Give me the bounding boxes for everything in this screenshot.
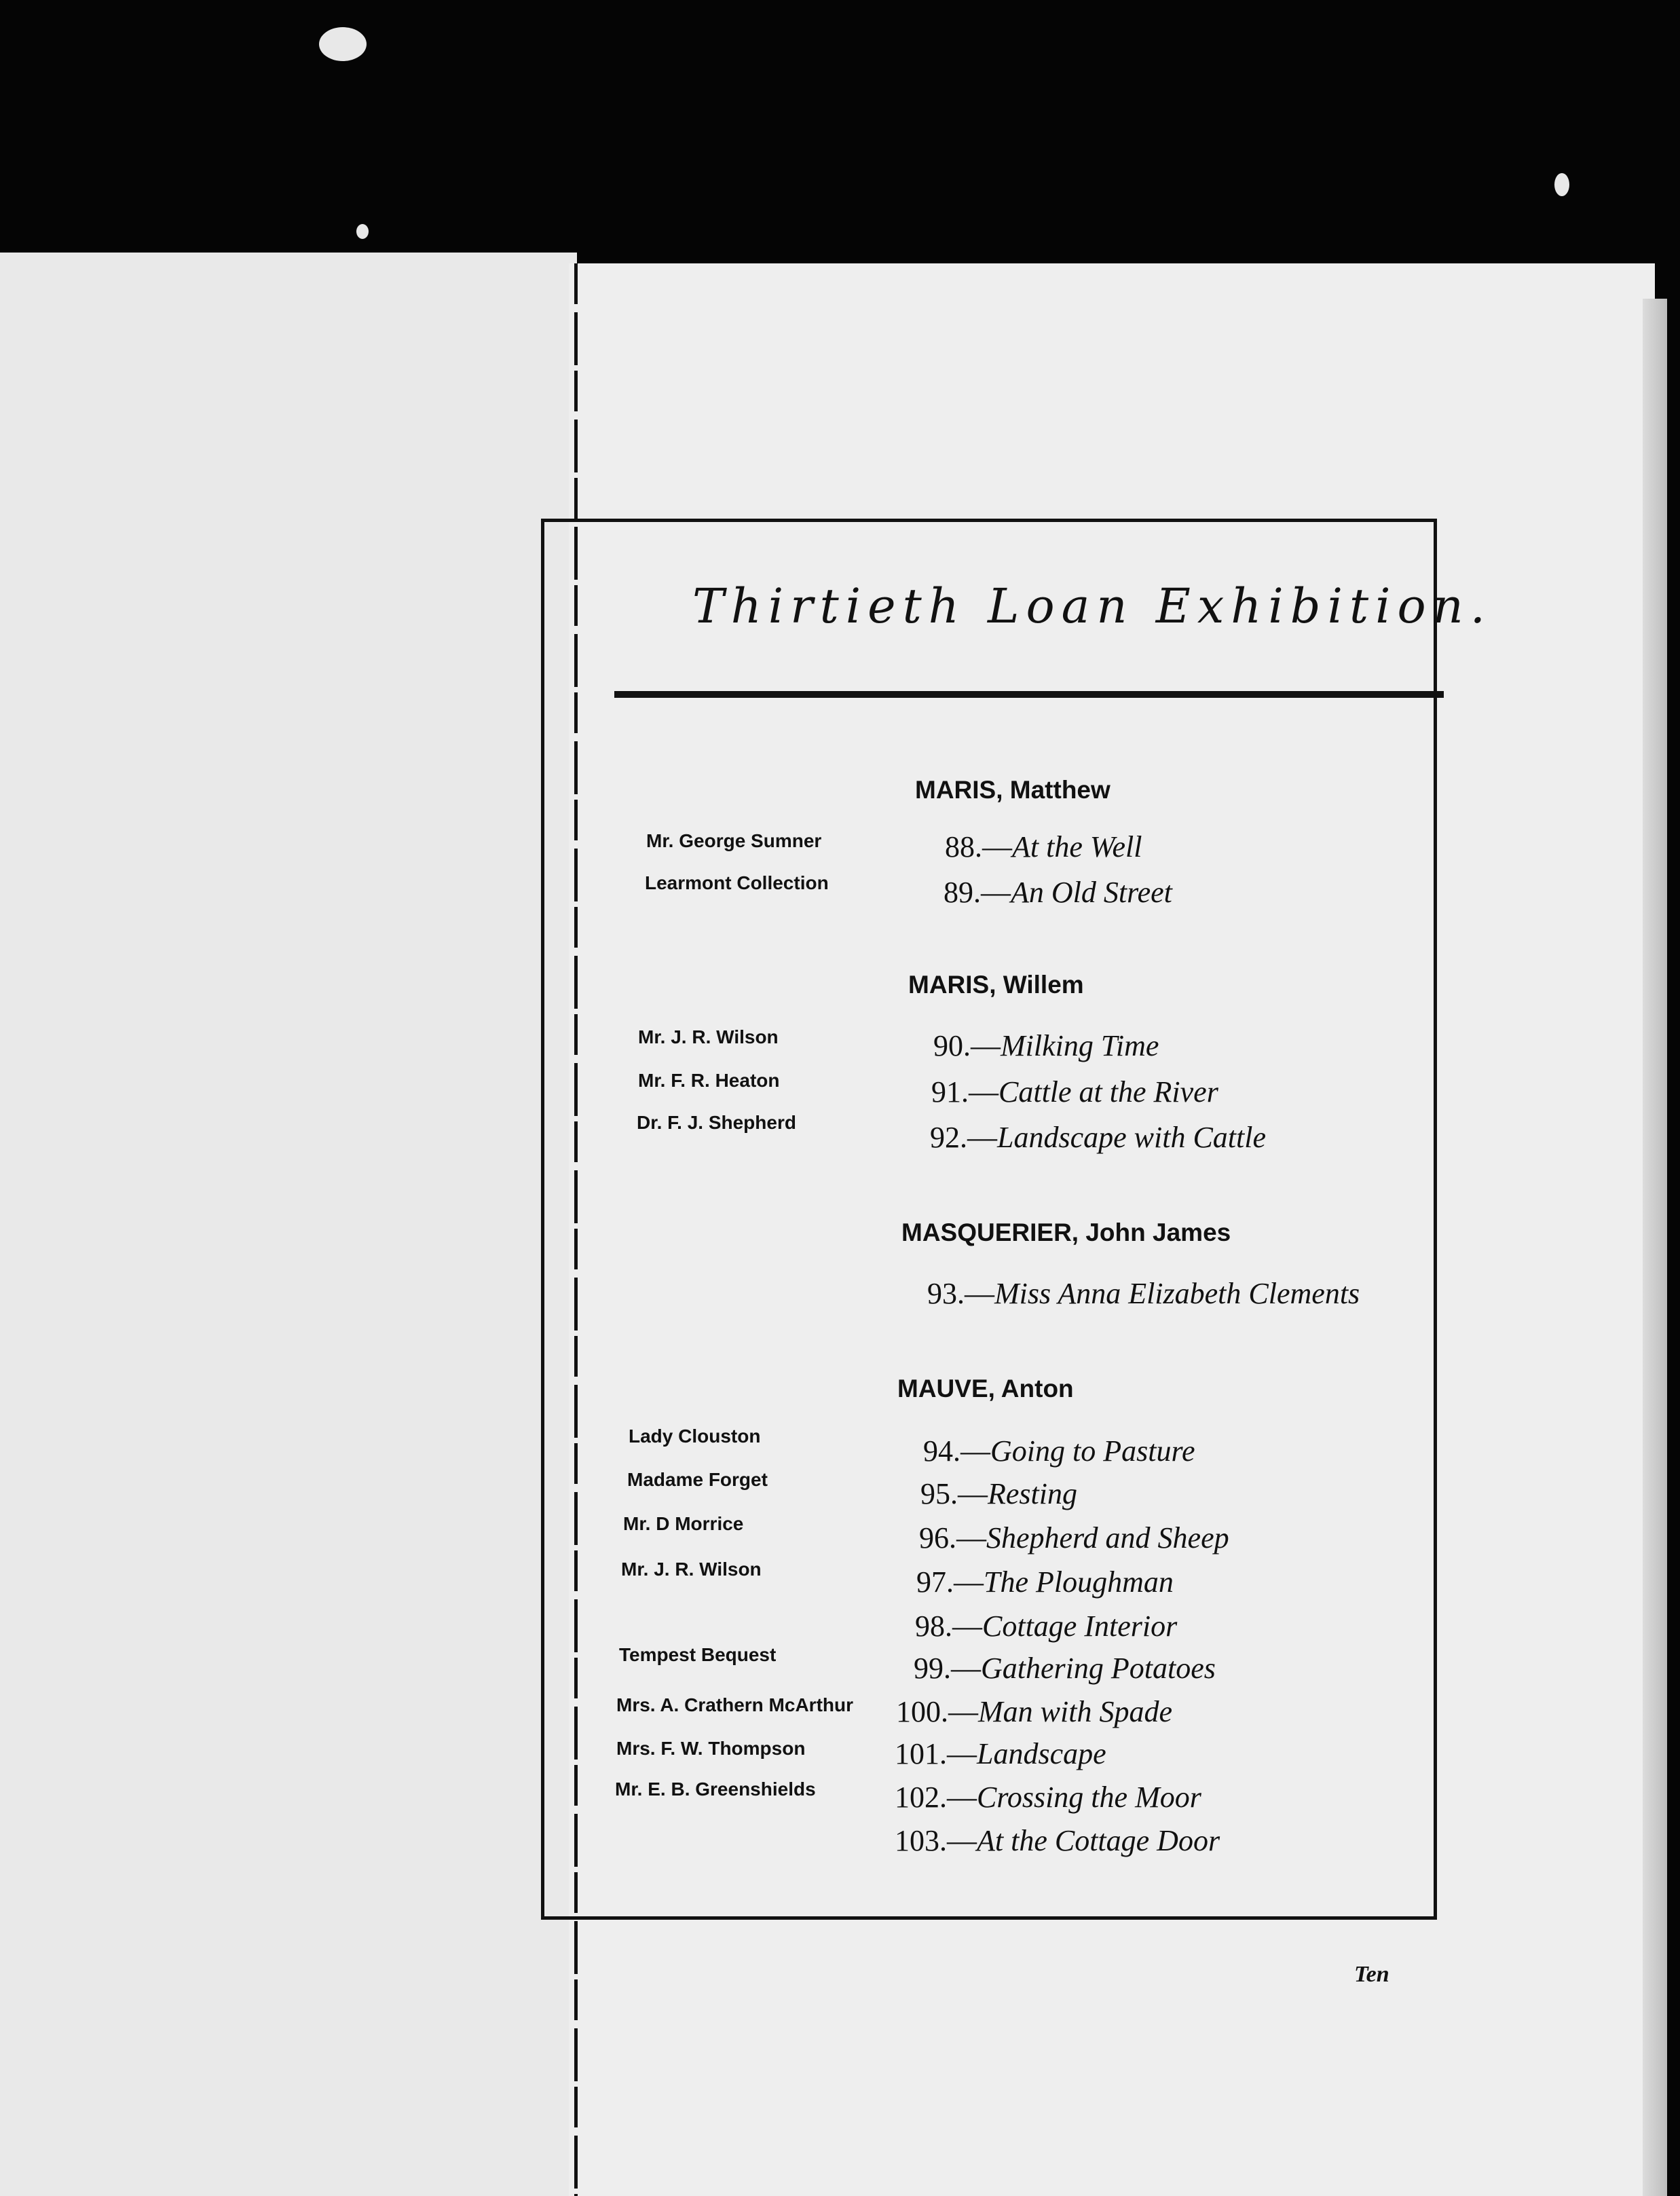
work-title: Man with Spade bbox=[978, 1695, 1172, 1728]
work-title: Landscape bbox=[977, 1737, 1106, 1770]
work-title: Cattle at the River bbox=[998, 1075, 1218, 1109]
work-title: Cottage Interior bbox=[982, 1609, 1178, 1643]
work-title: An Old Street bbox=[1011, 876, 1172, 909]
artist-heading: MAUVE, Anton bbox=[897, 1375, 1074, 1402]
work-number: 92.— bbox=[930, 1121, 997, 1154]
lender-name: Mrs. F. W. Thompson bbox=[616, 1738, 806, 1759]
lender-name: Mr. J. R. Wilson bbox=[621, 1559, 762, 1580]
work-title: At the Well bbox=[1012, 830, 1142, 863]
work-title: Miss Anna Elizabeth Clements bbox=[994, 1277, 1360, 1310]
work-number: 96.— bbox=[919, 1521, 986, 1555]
dust-speck bbox=[319, 27, 367, 61]
work-title: The Ploughman bbox=[984, 1565, 1174, 1599]
work-entry bbox=[914, 1651, 1216, 1686]
work-number: 90.— bbox=[933, 1029, 1001, 1062]
work-number: 100.— bbox=[896, 1695, 978, 1728]
page-edge-shadow bbox=[1643, 299, 1667, 2196]
work-entry bbox=[896, 1694, 1172, 1729]
dust-speck bbox=[356, 224, 369, 239]
work-entry bbox=[920, 1476, 1077, 1511]
page-heading: Thirtieth Loan Exhibition. bbox=[692, 578, 1492, 634]
work-entry bbox=[895, 1780, 1201, 1815]
dust-speck bbox=[1554, 173, 1569, 196]
heading-rule bbox=[614, 691, 1444, 698]
work-number: 93.— bbox=[927, 1277, 994, 1310]
work-number: 99.— bbox=[914, 1652, 981, 1685]
work-entry bbox=[916, 1565, 1174, 1599]
work-entry bbox=[895, 1823, 1220, 1858]
work-entry bbox=[895, 1736, 1106, 1771]
lender-name: Learmont Collection bbox=[645, 872, 829, 893]
work-entry bbox=[933, 1028, 1159, 1063]
work-number: 103.— bbox=[895, 1824, 977, 1857]
work-title: Milking Time bbox=[1001, 1029, 1159, 1062]
work-title: At the Cottage Door bbox=[977, 1824, 1220, 1857]
work-number: 94.— bbox=[923, 1434, 990, 1468]
work-entry bbox=[945, 830, 1142, 864]
work-number: 95.— bbox=[920, 1477, 988, 1510]
work-number: 89.— bbox=[944, 876, 1011, 909]
work-entry bbox=[915, 1609, 1177, 1643]
work-title: Shepherd and Sheep bbox=[986, 1521, 1229, 1555]
page-folio: Ten bbox=[1354, 1962, 1389, 1987]
artist-heading: MASQUERIER, John James bbox=[901, 1218, 1231, 1246]
lender-name: Tempest Bequest bbox=[619, 1644, 777, 1665]
work-entry bbox=[923, 1434, 1195, 1468]
lender-name: Mr. F. R. Heaton bbox=[638, 1070, 780, 1091]
work-title: Resting bbox=[988, 1477, 1077, 1510]
work-entry bbox=[944, 875, 1172, 910]
work-entry bbox=[930, 1120, 1266, 1155]
left-page bbox=[0, 253, 577, 2196]
lender-name: Mr. D Morrice bbox=[623, 1513, 744, 1534]
lender-name: Lady Clouston bbox=[629, 1426, 761, 1447]
work-number: 97.— bbox=[916, 1565, 984, 1599]
lender-name: Dr. F. J. Shepherd bbox=[637, 1112, 796, 1133]
work-entry bbox=[919, 1521, 1229, 1555]
work-number: 101.— bbox=[895, 1737, 977, 1770]
lender-name: Madame Forget bbox=[627, 1469, 768, 1490]
lender-name: Mr. George Sumner bbox=[646, 830, 822, 851]
work-number: 98.— bbox=[915, 1609, 982, 1643]
work-title: Gathering Potatoes bbox=[981, 1652, 1216, 1685]
work-entry bbox=[927, 1276, 1360, 1311]
work-title: Going to Pasture bbox=[990, 1434, 1195, 1468]
lender-name: Mrs. A. Crathern McArthur bbox=[616, 1694, 854, 1715]
lender-name: Mr. J. R. Wilson bbox=[638, 1026, 779, 1047]
work-number: 88.— bbox=[945, 830, 1012, 863]
work-title: Landscape with Cattle bbox=[997, 1121, 1266, 1154]
work-title: Crossing the Moor bbox=[977, 1781, 1201, 1814]
work-entry bbox=[931, 1075, 1218, 1109]
artist-heading: MARIS, Willem bbox=[908, 971, 1084, 999]
lender-name: Mr. E. B. Greenshields bbox=[615, 1779, 816, 1800]
work-number: 91.— bbox=[931, 1075, 998, 1109]
artist-heading: MARIS, Matthew bbox=[915, 776, 1110, 804]
work-number: 102.— bbox=[895, 1781, 977, 1814]
